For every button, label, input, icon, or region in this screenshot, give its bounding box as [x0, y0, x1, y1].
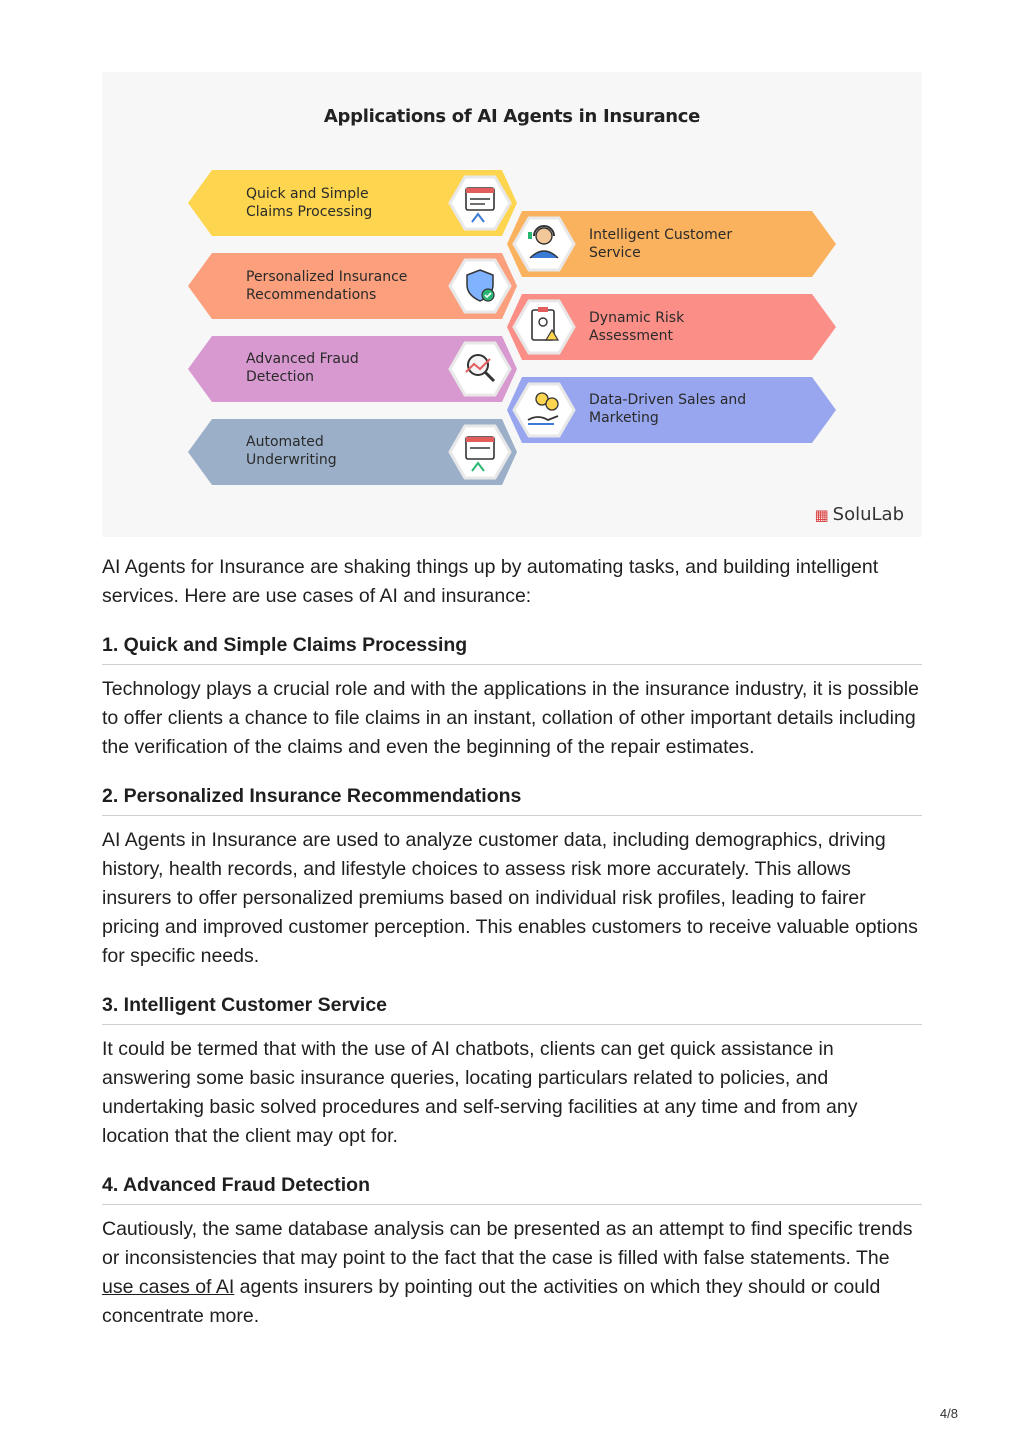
underwriting-form-icon [450, 426, 510, 478]
customer-agent-icon [514, 218, 574, 270]
solulab-logo-icon: ▦ [814, 505, 829, 524]
intro-paragraph: AI Agents for Insurance are shaking things up by automating tasks, and building intelligent services. Here are use cases of AI and insurance: [102, 556, 879, 607]
label-customer-service [589, 226, 789, 262]
section-paragraph: AI Agents in Insurance are used to analyze customer data, including demographics, driving history, health records, and lifestyle choices to assess risk more accurately. This allows insurers to offer personalized premiums based on individual risk profiles, leading to fairer pricing and improved customer perception. This enables customers to receive valuable options for specific needs. [102, 829, 918, 967]
section-heading: 1. Quick and Simple Claims Processing [102, 633, 922, 665]
section-paragraph: It could be termed that with the use of AI chatbots, clients can get quick assistance in answering some basic insurance queries, locating particulars related to policies, and undertaking basic solved procedures and self-serving facilities at any time and from any location that the client may opt for. [102, 1038, 858, 1147]
label-line: Intelligent Customer [589, 227, 733, 243]
section-personalized [102, 784, 922, 971]
label-line: Underwriting [246, 452, 337, 468]
section-paragraph [102, 1215, 922, 1331]
label-line: Service [589, 245, 641, 261]
label-claims [246, 185, 446, 221]
article-body [102, 553, 922, 1353]
section-heading: 3. Intelligent Customer Service [102, 993, 922, 1025]
label-line: Advanced Fraud [246, 351, 359, 367]
magnifier-chart-icon [450, 343, 510, 395]
label-line: Claims Processing [246, 204, 373, 220]
money-hand-icon [514, 384, 574, 436]
section-paragraph: Technology plays a crucial role and with the applications in the insurance industry, it is possible to offer clients a chance to file claims in an instant, collation of other important details including the verification of the claims and even the beginning of the repair estimates. [102, 678, 919, 758]
section-claims [102, 633, 922, 762]
use-cases-link[interactable]: use cases of AI [102, 1276, 235, 1298]
infographic-shapes [102, 72, 922, 537]
shield-check-icon [450, 260, 510, 312]
paragraph-text: agents insurers by pointing out the activities on which they should or could concentrate more. [102, 1276, 881, 1327]
label-fraud [246, 350, 446, 386]
section-heading: 4. Advanced Fraud Detection [102, 1173, 922, 1205]
section-customer-service [102, 993, 922, 1151]
label-line: Detection [246, 369, 315, 385]
section-heading: 2. Personalized Insurance Recommendations [102, 784, 922, 816]
brand-name: SoluLab [832, 504, 904, 525]
page-number: 4/8 [939, 1406, 958, 1421]
claims-form-icon [450, 177, 510, 229]
label-underwriting [246, 433, 446, 469]
label-personalized [246, 268, 446, 304]
clipboard-risk-icon [514, 301, 574, 353]
label-line: Dynamic Risk [589, 310, 685, 326]
label-line: Automated [246, 434, 324, 450]
label-line: Marketing [589, 410, 659, 426]
label-line: Personalized Insurance [246, 269, 408, 285]
infographic [102, 72, 922, 537]
label-risk [589, 309, 789, 345]
label-line: Recommendations [246, 287, 377, 303]
brand-logo [814, 504, 904, 525]
label-sales [589, 391, 789, 427]
label-line: Data-Driven Sales and [589, 392, 747, 408]
label-line: Assessment [589, 328, 673, 344]
infographic-title: Applications of AI Agents in Insurance [323, 106, 701, 127]
section-fraud [102, 1173, 922, 1331]
paragraph-text: Cautiously, the same database analysis can be presented as an attempt to find specific trends or inconsistencies that may point to the fact that the case is filled with false statements. The [102, 1218, 913, 1269]
label-line: Quick and Simple [246, 186, 369, 202]
